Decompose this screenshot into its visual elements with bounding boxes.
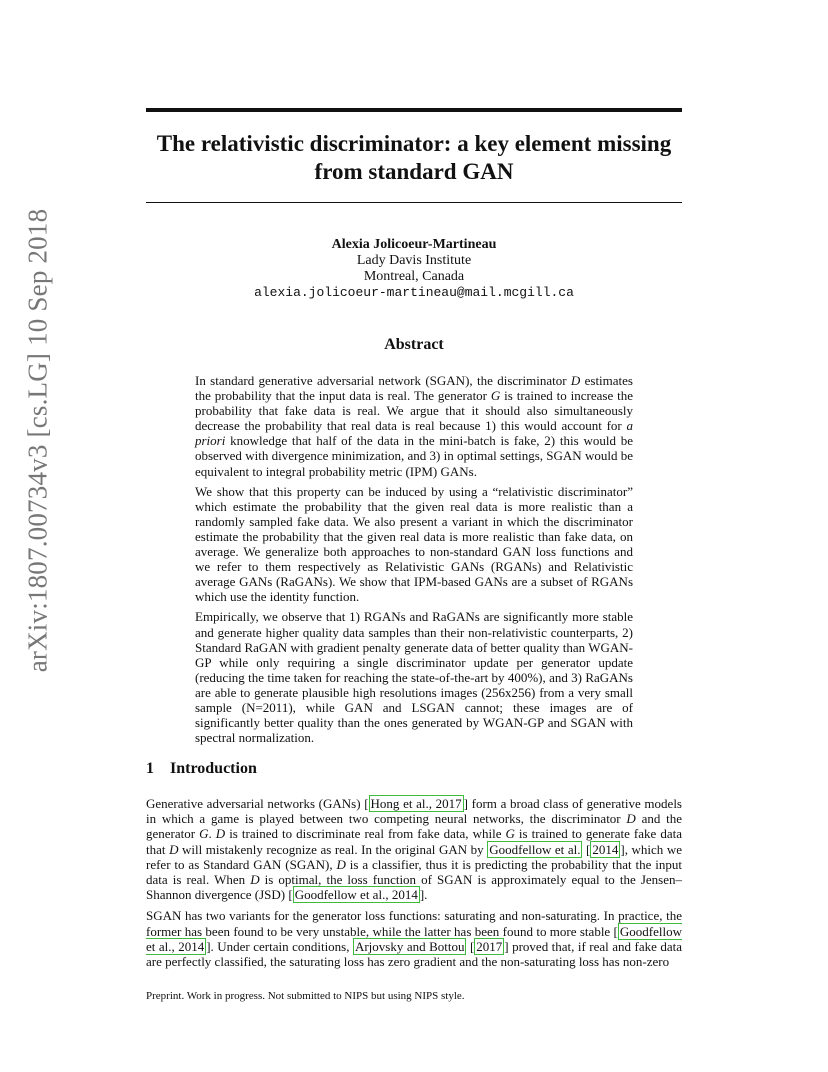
citation-link[interactable]: Goodfellow et al., 2014 (294, 887, 418, 903)
text-run: is a classifier, thus it is predicting the probability that the input data is real. When (146, 856, 683, 888)
arxiv-sidebar (18, 120, 58, 760)
abstract-paragraph-1 (195, 373, 633, 479)
text-run: Generative adversarial networks (GANs) [ (146, 796, 369, 811)
text-run: is optimal, the loss function of SGAN is approximately equal to the Jensen–Shannon divergence (JSD) [ (146, 872, 682, 903)
math-symbol: D (215, 826, 226, 842)
citation-link[interactable]: Hong et al., 2017 (370, 796, 462, 811)
math-symbol: G (505, 826, 515, 842)
text-run: is trained to generate fake data that (146, 826, 682, 857)
intro-paragraph-1 (146, 796, 682, 902)
author-name: Alexia Jolicoeur-Martineau (331, 237, 497, 252)
text-run: ] form a broad class of generative models in which a game is played between two competing neural networks, the discriminator (146, 796, 682, 827)
math-symbol: D (336, 856, 346, 872)
text-run: ], which we refer to as Standard GAN (SGAN), (146, 841, 682, 872)
math-symbol: D (250, 872, 260, 888)
text-run: ]. (419, 887, 428, 903)
introduction-body (146, 796, 682, 975)
citation-link[interactable]: 2017 (476, 938, 503, 954)
author-affiliation: Lady Davis Institute (356, 253, 472, 268)
text-run: ] proved that, if real and fake data are perfectly classified, the saturating loss has zero gradient and the non-saturating loss has non-zero (146, 938, 683, 970)
text-run: [ (466, 938, 475, 954)
text-run: knowledge that half of the data in the mini-batch is fake, 2) this would be observed with divergence minimization, and 3) in optimal settings, SGAN would be equivalent to integral probability metric (IPM) GANs. (195, 433, 633, 479)
text-run: In standard generative adversarial network (SGAN), the discriminator (195, 373, 571, 388)
abstract-paragraph-2: We show that this property can be induced by using a “relativistic discriminator” which estimate the probability that the given real data is more realistic than a randomly sampled fake data. We also present a variant in which the discriminator estimate the probability that the given real data is more realistic than fake data, on average. We generalize both approaches to non-standard GAN loss functions and we refer to them respectively as Relativistic GANs (RGANs) and Relativistic average GANs (RaGANs). We show that IPM-based GANs are a subset of RGANs which use the identity function. (195, 483, 633, 605)
author-block (146, 237, 682, 301)
abstract-heading: Abstract (384, 336, 444, 353)
title-bottom-rule (146, 202, 682, 203)
text-run: is trained to discriminate real from fake data, while (225, 826, 506, 842)
math-symbol: G (490, 388, 501, 404)
title-line-2: from standard GAN (314, 159, 514, 184)
text-run: ]. Under certain conditions, (206, 938, 353, 954)
author-location: Montreal, Canada (363, 269, 465, 284)
arxiv-identifier: arXiv:1807.00734v3 [cs.LG] 10 Sep 2018 (22, 208, 53, 672)
paper-title (146, 130, 682, 186)
citation-link[interactable]: Goodfellow et al. (489, 841, 581, 857)
math-symbol: D (626, 811, 636, 827)
section-number: 1 (146, 760, 154, 777)
section-title: Introduction (170, 760, 257, 777)
math-symbol: D (570, 373, 581, 388)
text-run: SGAN has two variants for the generator loss functions: saturating and non-saturating. In practice, the former has been found to be very unstable, while the latter has been found to more stable [ (146, 908, 682, 939)
title-top-rule (146, 108, 682, 112)
footer-note: Preprint. Work in progress. Not submitted to NIPS but using NIPS style. (146, 990, 465, 1002)
abstract-paragraph-3: Empirically, we observe that 1) RGANs and RaGANs are significantly more stable and generate higher quality data samples than their non-relativistic counterparts, 2) Standard RaGAN with gradient penalty generate data of better quality than WGAN-GP while only requiring a single discriminator update per generator update (reducing the time taken for reaching the state-of-the-art by 400%), and 3) RaGANs are able to generate plausible high resolutions images (256x256) from a very small sample (N=2011), while GAN and LSGAN cannot; these images are of significantly better quality than the ones generated by WGAN-GP and SGAN with spectral normalization. (195, 609, 633, 746)
author-email: alexia.jolicoeur-martineau@mail.mcgill.ca (254, 285, 574, 300)
text-run: . (208, 826, 216, 842)
math-symbol: D (169, 841, 179, 857)
text-run: is trained to increase the probability that fake data is real. We argue that it should also simultaneously decrease the probability that real data is real because 1) this would account for (195, 388, 633, 434)
text-run: and the generator (146, 811, 683, 842)
title-line-1: The relativistic discriminator: a key element missing (156, 131, 672, 156)
citation-link[interactable]: Arjovsky and Bottou (354, 938, 465, 954)
text-run: estimates the probability that the input data is real. The generator (195, 373, 633, 404)
italic-term: a priori (195, 418, 633, 449)
math-symbol: G (199, 826, 209, 842)
citation-link[interactable]: Goodfellow et al., 2014 (146, 923, 682, 954)
abstract-body (195, 373, 633, 750)
intro-paragraph-2 (146, 908, 682, 969)
text-run: will mistakenly recognize as real. In the original GAN by (178, 841, 488, 857)
citation-link[interactable]: 2014 (592, 841, 619, 857)
section-heading (146, 760, 257, 778)
text-run: [ (582, 841, 591, 857)
